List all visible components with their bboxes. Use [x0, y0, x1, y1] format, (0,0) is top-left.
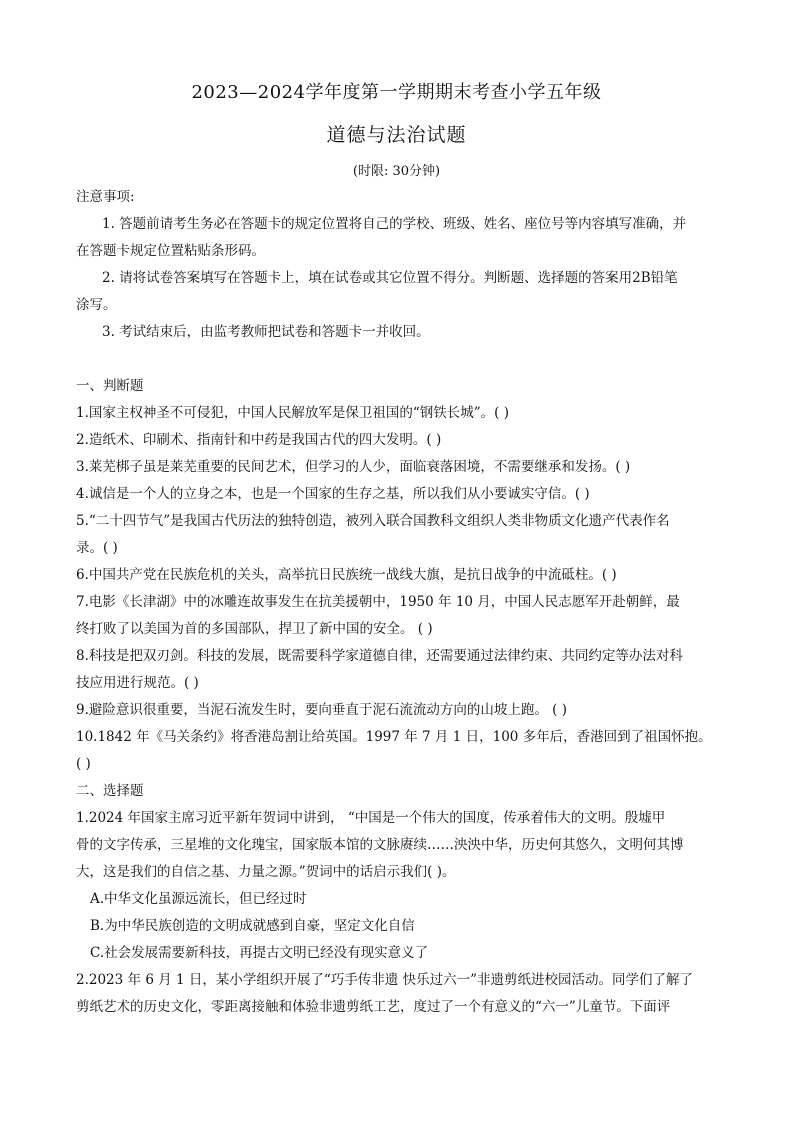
- question-line: 5.“二十四节气”是我国古代历法的独特创造，被列入联合国教科文组织人类非物质文化遗产代表作名: [76, 513, 670, 529]
- notice-item: 涂写。: [76, 297, 117, 313]
- section-heading: 一、判断题: [76, 378, 144, 394]
- notice-item: 3. 考试结束后，由监考教师把试卷和答题卡一并收回。: [102, 324, 430, 340]
- notice-item: 2. 请将试卷答案填写在答题卡上，填在试卷或其它位置不得分。判断题、选择题的答案用2B铅笔: [102, 270, 678, 286]
- option-line: A.中华文化虽源远流长，但已经过时: [90, 891, 307, 907]
- exam-title: 2023—2024学年度第一学期期末考查小学五年级: [191, 82, 602, 103]
- choice-section: [76, 778, 716, 1021]
- question-line: 6.中国共产党在民族危机的关头，高举抗日民族统一战线大旗，是抗日战争的中流砥柱。( ): [76, 567, 617, 583]
- question-line: 大，这是我们的自信之基、力量之源。”贺词中的话启示我们( )。: [76, 864, 456, 880]
- question-line: 剪纸艺术的历史文化，零距离接触和体验非遗剪纸工艺，度过了一个有意义的“六一”儿童节。下面评: [76, 999, 671, 1015]
- notice-item: 1. 答题前请考生务必在答题卡的规定位置将自己的学校、班级、姓名、座位号等内容填写准确，并: [102, 216, 687, 232]
- question-line: 2.2023 年 6 月 1 日，某小学组织开展了“巧手传非遗 快乐过六一”非遗剪纸进校园活动。同学们了解了: [76, 972, 693, 988]
- notice-heading: 注意事项:: [76, 189, 135, 205]
- question-line: 1.2024 年国家主席习近平新年贺词中讲到， “中国是一个伟大的国度，传承着伟大的文明。殷墟甲: [76, 810, 666, 826]
- question-line: 技应用进行规范。( ): [76, 675, 199, 691]
- question-line: 10.1842 年《马关条约》将香港岛割让给英国。1997 年 7 月 1 日，100 多年后，香港回到了祖国怀抱。: [76, 729, 712, 745]
- question-line: ( ): [76, 756, 91, 772]
- option-line: B.为中华民族创造的文明成就感到自豪，坚定文化自信: [90, 918, 415, 934]
- time-limit: (时限: 30分钟): [352, 164, 441, 179]
- notice-section: [76, 184, 716, 346]
- question-line: 录。( ): [76, 540, 118, 556]
- question-line: 3.莱芜梆子虽是莱芜重要的民间艺术，但学习的人少，面临衰落困境，不需要继承和发扬。( ): [76, 459, 631, 475]
- question-line: 1.国家主权神圣不可侵犯，中国人民解放军是保卫祖国的“钢铁长城”。( ): [76, 405, 510, 421]
- question-line: 终打败了以美国为首的多国部队，捍卫了新中国的安全。 ( ): [76, 621, 433, 637]
- question-line: 4.诚信是一个人的立身之本，也是一个国家的生存之基，所以我们从小要诚实守信。( ): [76, 486, 590, 502]
- notice-item: 在答题卡规定位置粘贴条形码。: [76, 243, 265, 259]
- option-line: C.社会发展需要新科技，再提古文明已经没有现实意义了: [90, 945, 429, 961]
- true-false-section: [76, 373, 716, 778]
- exam-subject: 道德与法治试题: [326, 124, 467, 146]
- question-line: 7.电影《长津湖》中的冰雕连故事发生在抗美援朝中，1950 年 10 月，中国人民志愿军开赴朝鲜，最: [76, 594, 680, 610]
- question-line: 9.避险意识很重要，当泥石流发生时，要向垂直于泥石流流动方向的山坡上跑。 ( ): [76, 702, 567, 718]
- question-line: 8.科技是把双刃剑。科技的发展，既需要科学家道德自律，还需要通过法律约束、共同约定等办法对科: [76, 648, 683, 664]
- section-heading: 二、选择题: [76, 783, 144, 799]
- question-line: 骨的文字传承，三星堆的文化瑰宝，国家版本馆的文脉赓续……泱泱中华，历史何其悠久，文明何其博: [76, 837, 684, 853]
- question-line: 2.造纸术、印刷术、指南针和中药是我国古代的四大发明。( ): [76, 432, 442, 448]
